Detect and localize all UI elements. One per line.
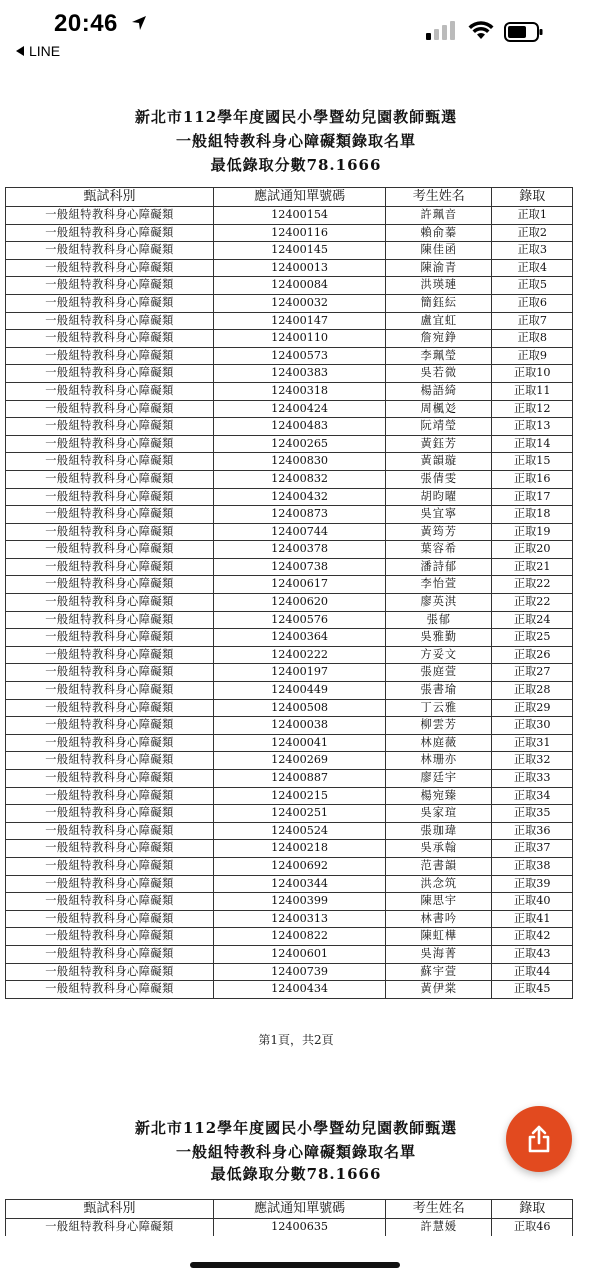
doc-title-line3: 最低錄取分數78.1666 (210, 156, 382, 174)
table-row (6, 1219, 573, 1237)
admission-rank-cell: 正取35 (492, 805, 573, 823)
candidate-name-cell: 張庭萱 (386, 664, 492, 682)
subject-cell: 一般組特教科身心障礙類 (6, 594, 214, 612)
subject-cell: 一般組特教科身心障礙類 (6, 558, 214, 576)
table-row (6, 330, 573, 348)
candidate-name-cell: 周楓彣 (386, 400, 492, 418)
table-row (6, 699, 573, 717)
subject-cell: 一般組特教科身心障礙類 (6, 734, 214, 752)
subject-cell: 一般組特教科身心障礙類 (6, 576, 214, 594)
ticket-number-cell: 12400449 (214, 682, 386, 700)
candidate-name-cell: 吳宜寧 (386, 506, 492, 524)
status-time: 20:46 (54, 10, 118, 37)
candidate-name-cell: 詹宛錚 (386, 330, 492, 348)
table-row (6, 488, 573, 506)
subject-cell: 一般組特教科身心障礙類 (6, 611, 214, 629)
table-row (6, 470, 573, 488)
col-header-subject: 甄試科別 (6, 188, 214, 207)
admission-rank-cell: 正取22 (492, 576, 573, 594)
table-row (6, 558, 573, 576)
admission-rank-cell: 正取14 (492, 435, 573, 453)
subject-cell: 一般組特教科身心障礙類 (6, 981, 214, 999)
share-button[interactable] (506, 1106, 572, 1172)
table-row (6, 277, 573, 295)
doc-title-line1: 新北市112學年度國民小學暨幼兒園教師甄選 (134, 108, 458, 126)
table-row (6, 312, 573, 330)
table-row (6, 347, 573, 365)
table-header-row (6, 188, 573, 207)
subject-cell: 一般組特教科身心障礙類 (6, 682, 214, 700)
ticket-number-cell: 12400364 (214, 629, 386, 647)
admission-rank-cell: 正取8 (492, 330, 573, 348)
ticket-number-cell: 12400738 (214, 558, 386, 576)
ticket-number-cell: 12400032 (214, 294, 386, 312)
subject-cell: 一般組特教科身心障礙類 (6, 470, 214, 488)
admission-rank-cell: 正取15 (492, 453, 573, 471)
admission-rank-cell: 正取29 (492, 699, 573, 717)
subject-cell: 一般組特教科身心障礙類 (6, 664, 214, 682)
subject-cell: 一般組特教科身心障礙類 (6, 541, 214, 559)
admission-rank-cell: 正取21 (492, 558, 573, 576)
ticket-number-cell: 12400084 (214, 277, 386, 295)
ticket-number-cell: 12400601 (214, 945, 386, 963)
subject-cell: 一般組特教科身心障礙類 (6, 294, 214, 312)
table-row (6, 365, 573, 383)
col-header-name: 考生姓名 (386, 1200, 492, 1219)
battery-icon (504, 22, 544, 42)
ticket-number-cell: 12400822 (214, 928, 386, 946)
table-row (6, 805, 573, 823)
subject-cell: 一般組特教科身心障礙類 (6, 770, 214, 788)
ticket-number-cell: 12400573 (214, 347, 386, 365)
ticket-number-cell: 12400378 (214, 541, 386, 559)
admission-rank-cell: 正取13 (492, 418, 573, 436)
table-row (6, 981, 573, 999)
candidate-name-cell: 洪瑛璉 (386, 277, 492, 295)
candidate-name-cell: 吳承翰 (386, 840, 492, 858)
candidate-name-cell: 張倩雯 (386, 470, 492, 488)
candidate-name-cell: 張郁 (386, 611, 492, 629)
subject-cell: 一般組特教科身心障礙類 (6, 382, 214, 400)
ticket-number-cell: 12400739 (214, 963, 386, 981)
table-row (6, 294, 573, 312)
candidate-name-cell: 吳海菁 (386, 945, 492, 963)
doc2-title-line2: 一般組特教科身心障礙類錄取名單 (175, 1143, 416, 1161)
ticket-number-cell: 12400215 (214, 787, 386, 805)
subject-cell: 一般組特教科身心障礙類 (6, 400, 214, 418)
ticket-number-cell: 12400154 (214, 207, 386, 225)
ticket-number-cell: 12400251 (214, 805, 386, 823)
admission-rank-cell: 正取25 (492, 629, 573, 647)
admission-rank-cell: 正取45 (492, 981, 573, 999)
candidate-name-cell: 吳家瑄 (386, 805, 492, 823)
share-icon (525, 1124, 553, 1154)
table-row (6, 541, 573, 559)
table-row (6, 875, 573, 893)
table-row (6, 945, 573, 963)
ticket-number-cell: 12400508 (214, 699, 386, 717)
subject-cell: 一般組特教科身心障礙類 (6, 488, 214, 506)
admission-rank-cell: 正取19 (492, 523, 573, 541)
candidate-name-cell: 胡昀曜 (386, 488, 492, 506)
ticket-number-cell: 12400383 (214, 365, 386, 383)
candidate-name-cell: 陳佳函 (386, 242, 492, 260)
candidate-name-cell: 吳雅勤 (386, 629, 492, 647)
ticket-number-cell: 12400318 (214, 382, 386, 400)
table-row (6, 506, 573, 524)
admission-rank-cell: 正取18 (492, 506, 573, 524)
admission-rank-cell: 正取36 (492, 822, 573, 840)
ticket-number-cell: 12400830 (214, 453, 386, 471)
table-row (6, 822, 573, 840)
ticket-number-cell: 12400424 (214, 400, 386, 418)
candidate-name-cell: 黃鈺芳 (386, 435, 492, 453)
candidate-name-cell: 李怡萱 (386, 576, 492, 594)
table-row (6, 646, 573, 664)
ticket-number-cell: 12400116 (214, 224, 386, 242)
table-row (6, 418, 573, 436)
subject-cell: 一般組特教科身心障礙類 (6, 365, 214, 383)
wifi-icon (468, 20, 494, 40)
admission-rank-cell: 正取42 (492, 928, 573, 946)
col-header-admission: 錄取 (492, 188, 573, 207)
ticket-number-cell: 12400620 (214, 594, 386, 612)
subject-cell: 一般組特教科身心障礙類 (6, 893, 214, 911)
ticket-number-cell: 12400110 (214, 330, 386, 348)
page-indicator: 第1頁，共2頁 (258, 1033, 334, 1047)
candidate-name-cell: 楊宛臻 (386, 787, 492, 805)
candidate-name-cell: 柳雲芳 (386, 717, 492, 735)
ticket-number-cell: 12400692 (214, 857, 386, 875)
subject-cell: 一般組特教科身心障礙類 (6, 1219, 214, 1237)
candidate-name-cell: 范書韻 (386, 857, 492, 875)
admission-rank-cell: 正取28 (492, 682, 573, 700)
subject-cell: 一般組特教科身心障礙類 (6, 453, 214, 471)
table-row (6, 629, 573, 647)
candidate-name-cell: 黃筠芳 (386, 523, 492, 541)
col-header-ticket-number: 應試通知單號碼 (214, 188, 386, 207)
ticket-number-cell: 12400873 (214, 506, 386, 524)
candidate-name-cell: 陳渝青 (386, 259, 492, 277)
admission-rank-cell: 正取7 (492, 312, 573, 330)
doc-title-line2: 一般組特教科身心障礙類錄取名單 (175, 132, 416, 150)
home-indicator[interactable] (190, 1262, 400, 1268)
ticket-number-cell: 12400399 (214, 893, 386, 911)
table-row (6, 770, 573, 788)
back-arrow-icon (16, 46, 24, 56)
ticket-number-cell: 12400432 (214, 488, 386, 506)
table-row (6, 259, 573, 277)
table-row (6, 400, 573, 418)
subject-cell: 一般組特教科身心障礙類 (6, 963, 214, 981)
table-row (6, 594, 573, 612)
candidate-name-cell: 盧宜虹 (386, 312, 492, 330)
ticket-number-cell: 12400147 (214, 312, 386, 330)
subject-cell: 一般組特教科身心障礙類 (6, 435, 214, 453)
admission-rank-cell: 正取5 (492, 277, 573, 295)
candidate-name-cell: 許慧媛 (386, 1219, 492, 1237)
subject-cell: 一般組特教科身心障礙類 (6, 224, 214, 242)
ticket-number-cell: 12400218 (214, 840, 386, 858)
location-arrow-icon (130, 14, 148, 32)
ticket-number-cell: 12400434 (214, 981, 386, 999)
table-row (6, 857, 573, 875)
subject-cell: 一般組特教科身心障礙類 (6, 822, 214, 840)
table-row (6, 576, 573, 594)
subject-cell: 一般組特教科身心障礙類 (6, 242, 214, 260)
status-bar (0, 0, 592, 68)
admission-rank-cell: 正取11 (492, 382, 573, 400)
bottom-area (0, 1236, 592, 1280)
back-app-label: LINE (29, 43, 61, 59)
admission-rank-cell: 正取43 (492, 945, 573, 963)
table-row (6, 752, 573, 770)
candidate-name-cell: 陳思宇 (386, 893, 492, 911)
candidate-name-cell: 吳若微 (386, 365, 492, 383)
candidate-name-cell: 賴俞蓁 (386, 224, 492, 242)
admission-rank-cell: 正取16 (492, 470, 573, 488)
subject-cell: 一般組特教科身心障礙類 (6, 523, 214, 541)
candidate-name-cell: 張珈瑋 (386, 822, 492, 840)
col-header-admission: 錄取 (492, 1200, 573, 1219)
candidate-name-cell: 洪念筑 (386, 875, 492, 893)
ticket-number-cell: 12400832 (214, 470, 386, 488)
table-row (6, 611, 573, 629)
admission-rank-cell: 正取46 (492, 1219, 573, 1237)
candidate-name-cell: 林珊亦 (386, 752, 492, 770)
admission-rank-cell: 正取44 (492, 963, 573, 981)
ticket-number-cell: 12400038 (214, 717, 386, 735)
ticket-number-cell: 12400524 (214, 822, 386, 840)
table-row (6, 682, 573, 700)
subject-cell: 一般組特教科身心障礙類 (6, 207, 214, 225)
subject-cell: 一般組特教科身心障礙類 (6, 259, 214, 277)
table-row (6, 963, 573, 981)
subject-cell: 一般組特教科身心障礙類 (6, 857, 214, 875)
subject-cell: 一般組特教科身心障礙類 (6, 277, 214, 295)
doc2-title-line3: 最低錄取分數78.1666 (210, 1165, 382, 1183)
table-row (6, 242, 573, 260)
admission-rank-cell: 正取40 (492, 893, 573, 911)
doc2-title-line1: 新北市112學年度國民小學暨幼兒園教師甄選 (134, 1119, 458, 1137)
candidate-name-cell: 林書吟 (386, 910, 492, 928)
table-header-row (6, 1200, 573, 1219)
ticket-number-cell: 12400344 (214, 875, 386, 893)
candidate-name-cell: 陳虹樺 (386, 928, 492, 946)
candidate-name-cell: 葉容希 (386, 541, 492, 559)
candidate-name-cell: 簡鈺紜 (386, 294, 492, 312)
admission-rank-cell: 正取24 (492, 611, 573, 629)
candidate-name-cell: 黃韻璇 (386, 453, 492, 471)
roster-table-page2 (5, 1199, 573, 1237)
table-row (6, 435, 573, 453)
admission-rank-cell: 正取6 (492, 294, 573, 312)
ticket-number-cell: 12400197 (214, 664, 386, 682)
subject-cell: 一般組特教科身心障礙類 (6, 787, 214, 805)
back-to-app-button[interactable] (16, 43, 60, 59)
subject-cell: 一般組特教科身心障礙類 (6, 752, 214, 770)
col-header-name: 考生姓名 (386, 188, 492, 207)
table-row (6, 734, 573, 752)
candidate-name-cell: 楊語綺 (386, 382, 492, 400)
subject-cell: 一般組特教科身心障礙類 (6, 330, 214, 348)
subject-cell: 一般組特教科身心障礙類 (6, 717, 214, 735)
table-row (6, 453, 573, 471)
col-header-ticket-number: 應試通知單號碼 (214, 1200, 386, 1219)
ticket-number-cell: 12400145 (214, 242, 386, 260)
subject-cell: 一般組特教科身心障礙類 (6, 805, 214, 823)
candidate-name-cell: 蘇宇萱 (386, 963, 492, 981)
ticket-number-cell: 12400887 (214, 770, 386, 788)
candidate-name-cell: 廖廷宇 (386, 770, 492, 788)
candidate-name-cell: 張書瑜 (386, 682, 492, 700)
candidate-name-cell: 林庭薇 (386, 734, 492, 752)
admission-rank-cell: 正取2 (492, 224, 573, 242)
admission-rank-cell: 正取32 (492, 752, 573, 770)
admission-rank-cell: 正取10 (492, 365, 573, 383)
ticket-number-cell: 12400041 (214, 734, 386, 752)
subject-cell: 一般組特教科身心障礙類 (6, 506, 214, 524)
admission-rank-cell: 正取26 (492, 646, 573, 664)
admission-rank-cell: 正取4 (492, 259, 573, 277)
ticket-number-cell: 12400576 (214, 611, 386, 629)
table-row (6, 840, 573, 858)
table-row (6, 928, 573, 946)
candidate-name-cell: 廖英淇 (386, 594, 492, 612)
subject-cell: 一般組特教科身心障礙類 (6, 910, 214, 928)
subject-cell: 一般組特教科身心障礙類 (6, 928, 214, 946)
col-header-subject: 甄試科別 (6, 1200, 214, 1219)
ticket-number-cell: 12400265 (214, 435, 386, 453)
ticket-number-cell: 12400483 (214, 418, 386, 436)
admission-rank-cell: 正取38 (492, 857, 573, 875)
admission-rank-cell: 正取3 (492, 242, 573, 260)
table-row (6, 910, 573, 928)
table-row (6, 207, 573, 225)
subject-cell: 一般組特教科身心障礙類 (6, 840, 214, 858)
subject-cell: 一般組特教科身心障礙類 (6, 312, 214, 330)
admission-rank-cell: 正取20 (492, 541, 573, 559)
admission-rank-cell: 正取9 (492, 347, 573, 365)
ticket-number-cell: 12400744 (214, 523, 386, 541)
table-row (6, 717, 573, 735)
candidate-name-cell: 方妥文 (386, 646, 492, 664)
admission-rank-cell: 正取34 (492, 787, 573, 805)
admission-rank-cell: 正取22 (492, 594, 573, 612)
admission-rank-cell: 正取30 (492, 717, 573, 735)
table-row (6, 224, 573, 242)
subject-cell: 一般組特教科身心障礙類 (6, 945, 214, 963)
roster-table-page1 (5, 187, 573, 999)
subject-cell: 一般組特教科身心障礙類 (6, 699, 214, 717)
candidate-name-cell: 許珮音 (386, 207, 492, 225)
candidate-name-cell: 李珮瑩 (386, 347, 492, 365)
subject-cell: 一般組特教科身心障礙類 (6, 347, 214, 365)
table-row (6, 382, 573, 400)
subject-cell: 一般組特教科身心障礙類 (6, 418, 214, 436)
ticket-number-cell: 12400013 (214, 259, 386, 277)
candidate-name-cell: 黃伊棠 (386, 981, 492, 999)
ticket-number-cell: 12400269 (214, 752, 386, 770)
ticket-number-cell: 12400617 (214, 576, 386, 594)
admission-rank-cell: 正取41 (492, 910, 573, 928)
candidate-name-cell: 潘詩郁 (386, 558, 492, 576)
admission-rank-cell: 正取31 (492, 734, 573, 752)
table-row (6, 893, 573, 911)
table-row (6, 664, 573, 682)
subject-cell: 一般組特教科身心障礙類 (6, 646, 214, 664)
admission-rank-cell: 正取12 (492, 400, 573, 418)
subject-cell: 一般組特教科身心障礙類 (6, 875, 214, 893)
subject-cell: 一般組特教科身心障礙類 (6, 629, 214, 647)
admission-rank-cell: 正取1 (492, 207, 573, 225)
ticket-number-cell: 12400313 (214, 910, 386, 928)
admission-rank-cell: 正取27 (492, 664, 573, 682)
ticket-number-cell: 12400635 (214, 1219, 386, 1237)
cellular-signal-icon (426, 20, 456, 40)
table-row (6, 787, 573, 805)
admission-rank-cell: 正取37 (492, 840, 573, 858)
admission-rank-cell: 正取39 (492, 875, 573, 893)
admission-rank-cell: 正取33 (492, 770, 573, 788)
ticket-number-cell: 12400222 (214, 646, 386, 664)
admission-rank-cell: 正取17 (492, 488, 573, 506)
table-row (6, 523, 573, 541)
candidate-name-cell: 丁云雅 (386, 699, 492, 717)
candidate-name-cell: 阮靖瑩 (386, 418, 492, 436)
